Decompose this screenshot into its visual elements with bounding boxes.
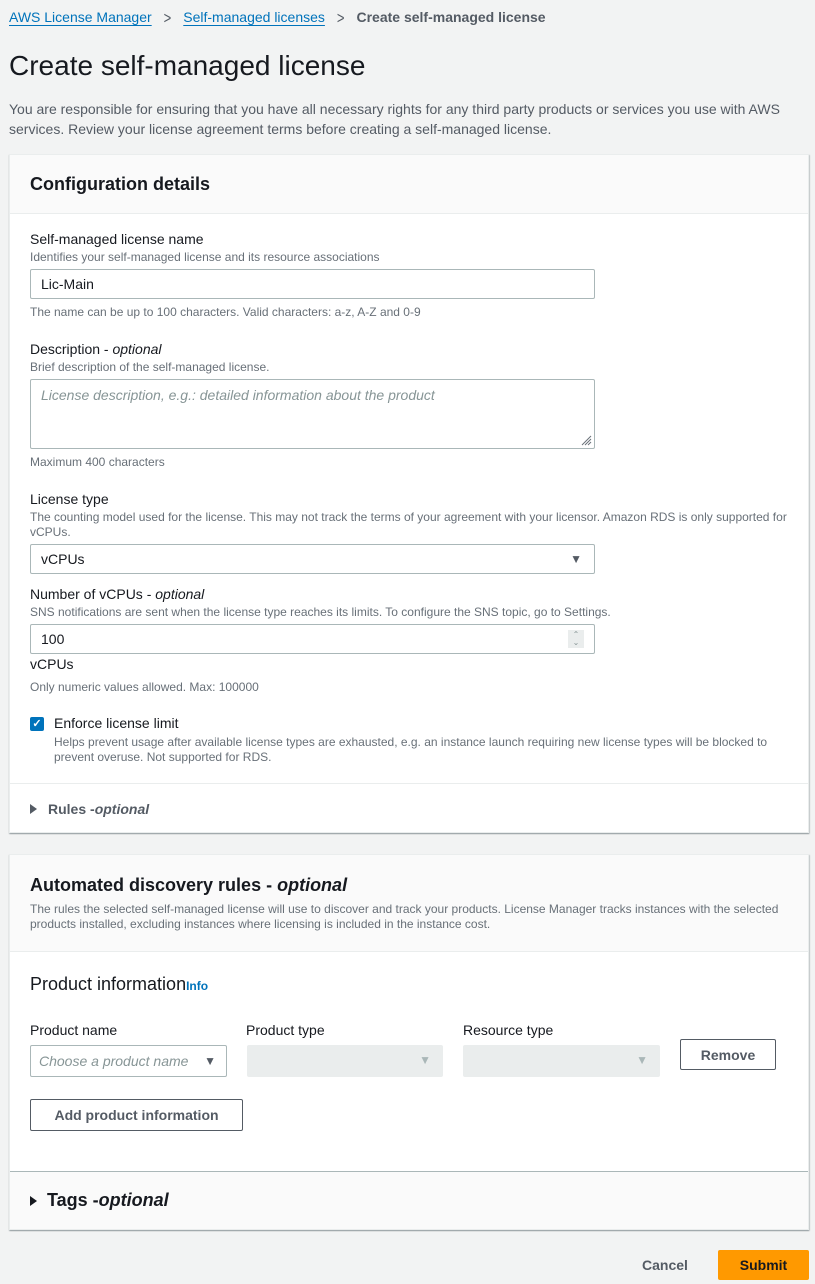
chevron-right-icon: >: [163, 7, 172, 27]
optional-tag: optional: [98, 1190, 169, 1210]
rules-label: Rules -: [48, 801, 95, 817]
description-constraint: Maximum 400 characters: [30, 455, 165, 469]
license-type-select[interactable]: [30, 544, 595, 574]
vcpu-count-constraint: Only numeric values allowed. Max: 100000: [30, 680, 259, 694]
column-resource-type: Resource type: [463, 1022, 554, 1038]
product-information-title: Product information: [30, 974, 187, 994]
product-name-placeholder: Choose a product name: [39, 1053, 189, 1069]
license-type-label: License type: [30, 491, 109, 507]
resize-handle-icon[interactable]: [580, 434, 592, 446]
description-label: [30, 341, 162, 357]
enforce-limit-checkbox[interactable]: ✓: [30, 717, 44, 731]
add-product-information-button[interactable]: Add product information: [30, 1099, 243, 1131]
breadcrumb: [9, 9, 546, 25]
description-label-text: Description -: [30, 341, 113, 357]
stepper-up-icon[interactable]: ⌃: [572, 630, 580, 639]
caret-down-icon: ▼: [419, 1053, 431, 1067]
enforce-limit-description: Helps prevent usage after available license types are exhausted, e.g. an instance launch requiring new license types will be blocked to prevent overuse. Not supported for RDS.: [54, 735, 768, 764]
tags-section: [10, 1171, 808, 1229]
description-placeholder: License description, e.g.: detailed information about the product: [41, 387, 435, 403]
product-information-heading: [30, 974, 208, 995]
discovery-title: [30, 875, 347, 896]
caret-down-icon: ▼: [570, 552, 582, 566]
cancel-button[interactable]: Cancel: [642, 1257, 688, 1273]
license-name-description: Identifies your self-managed license and its resource associations: [30, 250, 380, 264]
license-name-input[interactable]: [30, 269, 595, 299]
page-intro: You are responsible for ensuring that you have all necessary rights for any third party products or services you use with AWS services. Review your license agreement terms before creating a self-managed license.: [9, 101, 780, 137]
page-title: Create self-managed license: [9, 50, 366, 81]
number-stepper[interactable]: [568, 630, 584, 648]
chevron-right-icon: >: [336, 7, 345, 27]
product-type-select: [247, 1045, 443, 1077]
vcpu-unit: vCPUs: [30, 656, 74, 672]
tags-expander[interactable]: [30, 1190, 169, 1211]
divider: [10, 783, 808, 784]
vcpu-count-label-text: Number of vCPUs -: [30, 586, 156, 602]
caret-right-icon: [30, 804, 37, 814]
enforce-limit-label[interactable]: Enforce license limit: [54, 715, 179, 731]
configuration-panel-header: [10, 155, 808, 214]
optional-tag: optional: [277, 875, 348, 895]
discovery-panel-header: [10, 855, 808, 952]
discovery-description: The rules the selected self-managed license will use to discover and track your products. License Manager tracks instances with the selected products installed, excluding instances where licensing is included in the instance cost.: [30, 902, 779, 931]
vcpu-count-input[interactable]: [30, 624, 595, 654]
remove-button[interactable]: Remove: [680, 1039, 776, 1070]
description-hint: Brief description of the self-managed license.: [30, 360, 270, 374]
breadcrumb-link-self-managed-licenses[interactable]: Self-managed licenses: [183, 9, 325, 25]
vcpu-count-value: 100: [41, 631, 65, 647]
license-type-value: vCPUs: [41, 551, 85, 567]
license-type-description: The counting model used for the license. This may not track the terms of your agreement with your licensor. Amazon RDS is only supported for vCPUs.: [30, 510, 787, 539]
resource-type-select: [463, 1045, 660, 1077]
tags-label: Tags -: [47, 1190, 99, 1210]
caret-right-icon: [30, 1196, 37, 1206]
discovery-title-text: Automated discovery rules -: [30, 875, 278, 895]
license-name-label: Self-managed license name: [30, 231, 204, 247]
submit-button[interactable]: Submit: [718, 1250, 809, 1280]
discovery-panel: [9, 854, 809, 1230]
column-product-type: Product type: [246, 1022, 325, 1038]
vcpu-count-label: [30, 586, 204, 602]
license-name-constraint: The name can be up to 100 characters. Valid characters: a-z, A-Z and 0-9: [30, 305, 421, 319]
optional-tag: optional: [112, 341, 162, 357]
breadcrumb-link-license-manager[interactable]: AWS License Manager: [9, 9, 152, 25]
license-name-value: Lic-Main: [41, 276, 94, 292]
caret-down-icon: ▼: [204, 1054, 216, 1068]
stepper-down-icon[interactable]: ⌄: [572, 638, 580, 647]
info-link[interactable]: Info: [186, 979, 209, 993]
configuration-panel: [9, 154, 809, 833]
configuration-title: Configuration details: [30, 174, 210, 194]
caret-down-icon: ▼: [636, 1053, 648, 1067]
optional-tag: optional: [155, 586, 205, 602]
description-textarea[interactable]: [30, 379, 595, 449]
vcpu-count-description: SNS notifications are sent when the license type reaches its limits. To configure the SNS topic, go to Settings.: [30, 605, 611, 619]
breadcrumb-current: Create self-managed license: [356, 9, 546, 25]
rules-expander[interactable]: [30, 801, 149, 817]
column-product-name: Product name: [30, 1022, 118, 1038]
optional-tag: optional: [94, 801, 150, 817]
product-name-select[interactable]: [30, 1045, 227, 1077]
